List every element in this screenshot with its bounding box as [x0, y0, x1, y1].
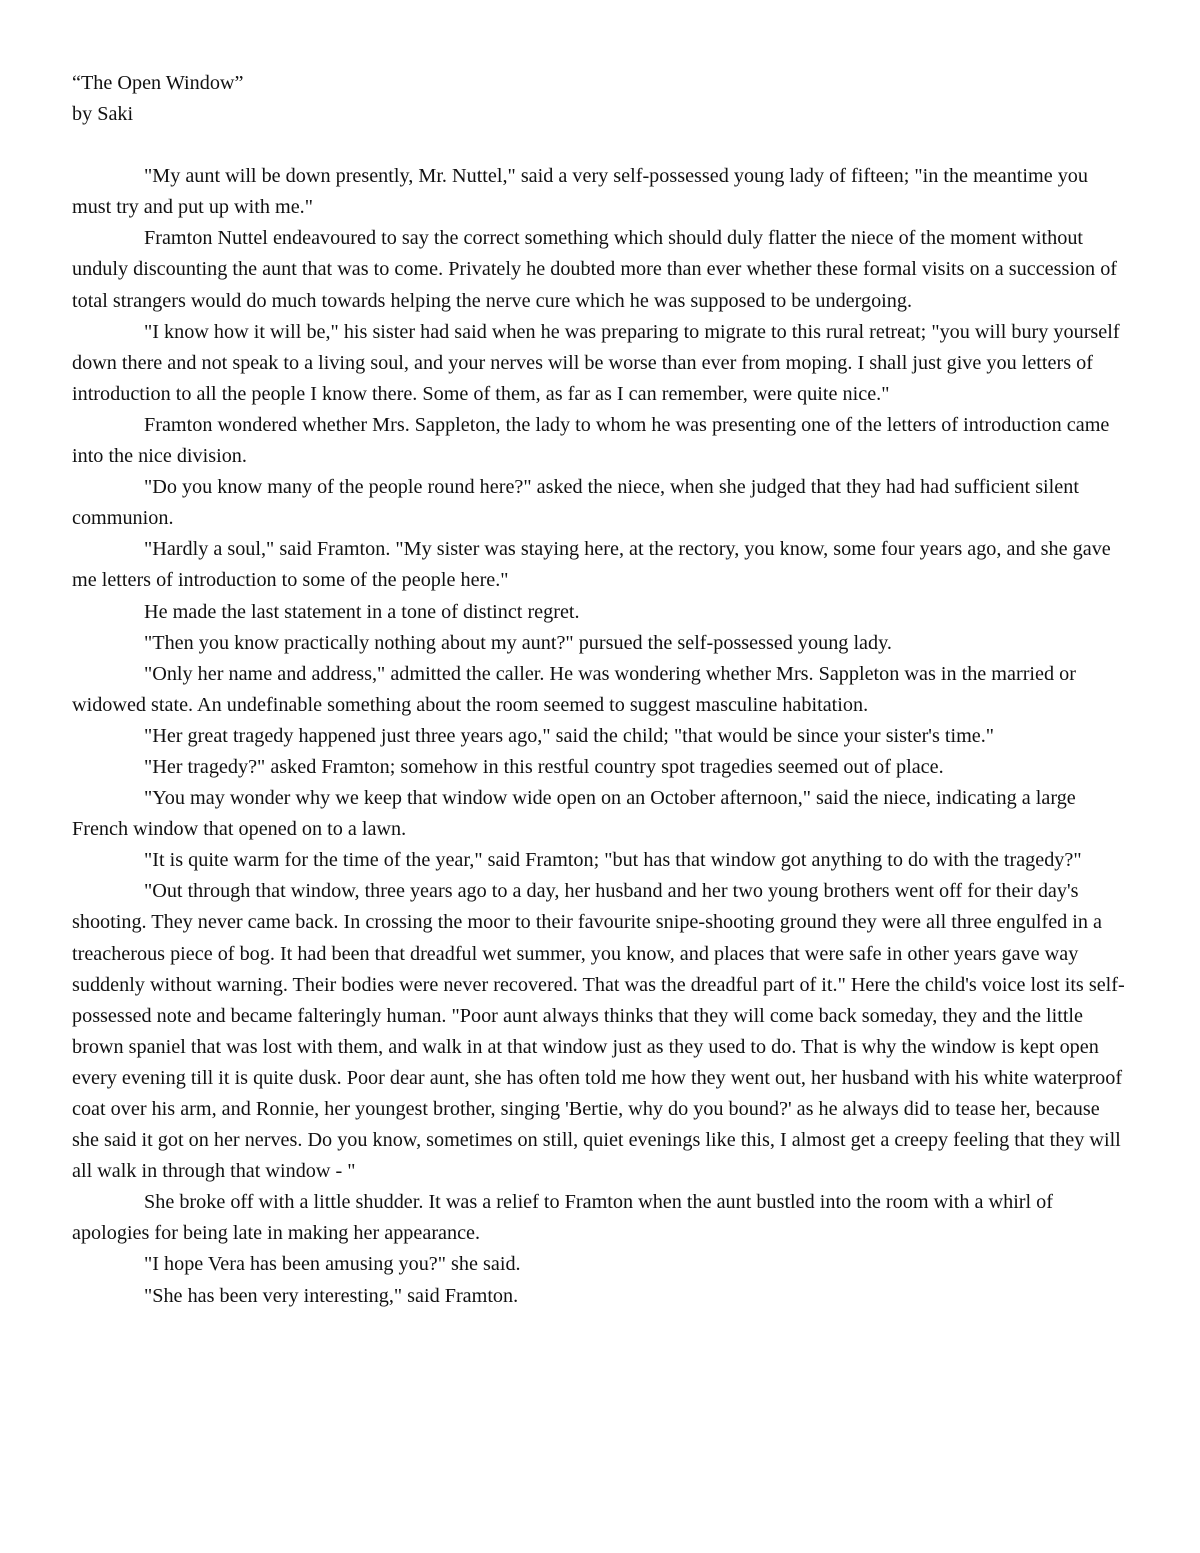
paragraph: "Her tragedy?" asked Framton; somehow in this restful country spot tragedies seemed out of place. [144, 755, 944, 778]
paragraph: "I know how it will be," his sister had said when he was preparing to migrate to this rural retreat; "you will bury yourself down there and not speak to a living soul, and your nerves will be worse than ever from moping. I shall just give you letters of introduction to all the people I know there. Some of them, as far as I can remember, were quite nice." [72, 320, 1120, 405]
paragraph: "You may wonder why we keep that window wide open on an October afternoon," said the niece, indicating a large French window that opened on to a lawn. [72, 787, 1076, 841]
paragraph: "She has been very interesting," said Framton. [144, 1284, 519, 1307]
header-spacer [72, 130, 1130, 161]
paragraph: "Her great tragedy happened just three years ago," said the child; "that would be since your sister's time." [144, 724, 995, 747]
paragraph: Framton wondered whether Mrs. Sappleton, the lady to whom he was presenting one of the letters of introduction came into the nice division. [72, 413, 1110, 468]
paragraph: "It is quite warm for the time of the year," said Framton; "but has that window got anything to do with the tragedy?" [144, 849, 1082, 872]
paragraph: "Hardly a soul," said Framton. "My sister was staying here, at the rectory, you know, some four years ago, and she gave me letters of introduction to some of the people here." [72, 538, 1111, 592]
paragraph: "My aunt will be down presently, Mr. Nuttel," said a very self-possessed young lady of fifteen; "in the meantime you must try and put up with me." [72, 165, 1088, 219]
paragraph: She broke off with a little shudder. It was a relief to Framton when the aunt bustled into the room with a whirl of apologies for being late in making her appearance. [72, 1191, 1053, 1245]
story-author: by Saki [72, 103, 134, 126]
paragraph: "Do you know many of the people round here?" asked the niece, when she judged that they had had sufficient silent communion. [72, 476, 1079, 530]
story-title: “The Open Window” [72, 72, 244, 94]
paragraph: "Only her name and address," admitted the caller. He was wondering whether Mrs. Sappleton was in the married or widowed state. An undefinable something about the room seemed to suggest masculine habitation. [72, 662, 1076, 716]
paragraph: "Then you know practically nothing about my aunt?" pursued the self-possessed young lady. [144, 631, 892, 654]
paragraph: "I hope Vera has been amusing you?" she said. [144, 1253, 521, 1276]
paragraph: Framton Nuttel endeavoured to say the correct something which should duly flatter the niece of the moment without unduly discounting the aunt that was to come. Privately he doubted more than ever whether these formal visits on a succession of total strangers would do much towards helping the nerve cure which he was supposed to be undergoing. [72, 227, 1118, 312]
paragraph: He made the last statement in a tone of distinct regret. [144, 600, 580, 623]
paragraph: "Out through that window, three years ago to a day, her husband and her two young brothers went off for their day's shooting. They never came back. In crossing the moor to their favourite snipe-shooting ground they were all three engulfed in a treacherous piece of bog. It had been that dreadful wet summer, you know, and places that were safe in other years gave way suddenly without warning. Their bodies were never recovered. That was the dreadful part of it." Here the child's voice lost its self-possessed note and became falteringly human. "Poor aunt always thinks that they will come back someday, they and the little brown spaniel that was lost with them, and walk in at that window just as they used to do. That is why the window is kept open every evening till it is quite dusk. Poor dear aunt, she has often told me how they went out, her husband with his white waterproof coat over his arm, and Ronnie, her youngest brother, singing 'Bertie, why do you bound?' as he always did to tease her, because she said it got on her nerves. Do you know, sometimes on still, quiet evenings like this, I almost get a creepy feeling that they will all walk in through that window - " [72, 880, 1125, 1183]
